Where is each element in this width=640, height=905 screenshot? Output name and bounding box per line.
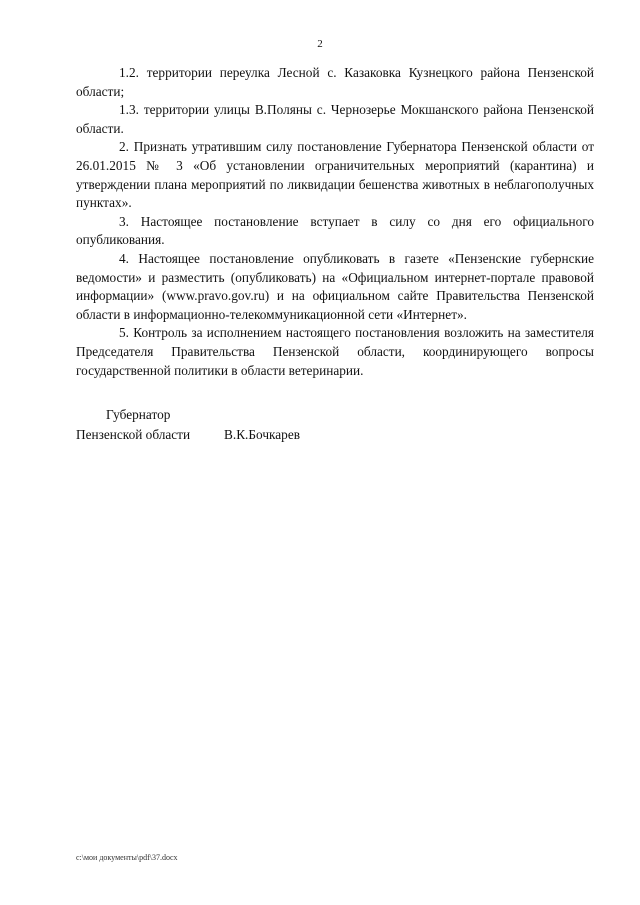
signatory-title: Губернатор <box>106 407 171 422</box>
signatory-name: В.К.Бочкарев <box>224 427 301 442</box>
paragraph-4: 4. Настоящее постановление опубликовать в газете «Пензенские губернские ведомости» и разместить (опубликовать) на «Официальном интернет-портале правовой информации» (www.pravo.gov.ru) и на официальном сайте Правительства Пензенской области в информационно-телекоммуникационной сети «Интернет». <box>76 250 594 322</box>
paragraph-5: 5. Контроль за исполнением настоящего постановления возложить на заместителя Председателя Правительства Пензенской области, координирующего вопросы государственной политики в области ветеринарии. <box>76 325 594 378</box>
page-number: 2 <box>317 38 323 50</box>
paragraph-3: 3. Настоящее постановление вступает в силу со дня его официального опубликования. <box>76 213 594 248</box>
document-body <box>76 64 594 380</box>
signature-line <box>76 425 476 445</box>
signature-block <box>76 405 476 445</box>
signatory-organization: Пензенской области <box>76 427 191 442</box>
paragraph-2: 2. Признать утратившим силу постановление Губернатора Пензенской области от 26.01.2015 № 3 «Об установлении ограничительных мероприятий (карантина) и утверждении плана мероприятий по ликвидации бешенства животных в неблагополучных пунктах». <box>76 139 594 211</box>
paragraph-1-3: 1.3. территории улицы В.Поляны с. Чернозерье Мокшанского района Пензенской области. <box>76 102 594 136</box>
footer-file-path: c:\мои документы\pdf\37.docx <box>76 853 178 862</box>
paragraph-1-2: 1.2. территории переулка Лесной с. Казаковка Кузнецкого района Пензенской области; <box>76 65 594 99</box>
